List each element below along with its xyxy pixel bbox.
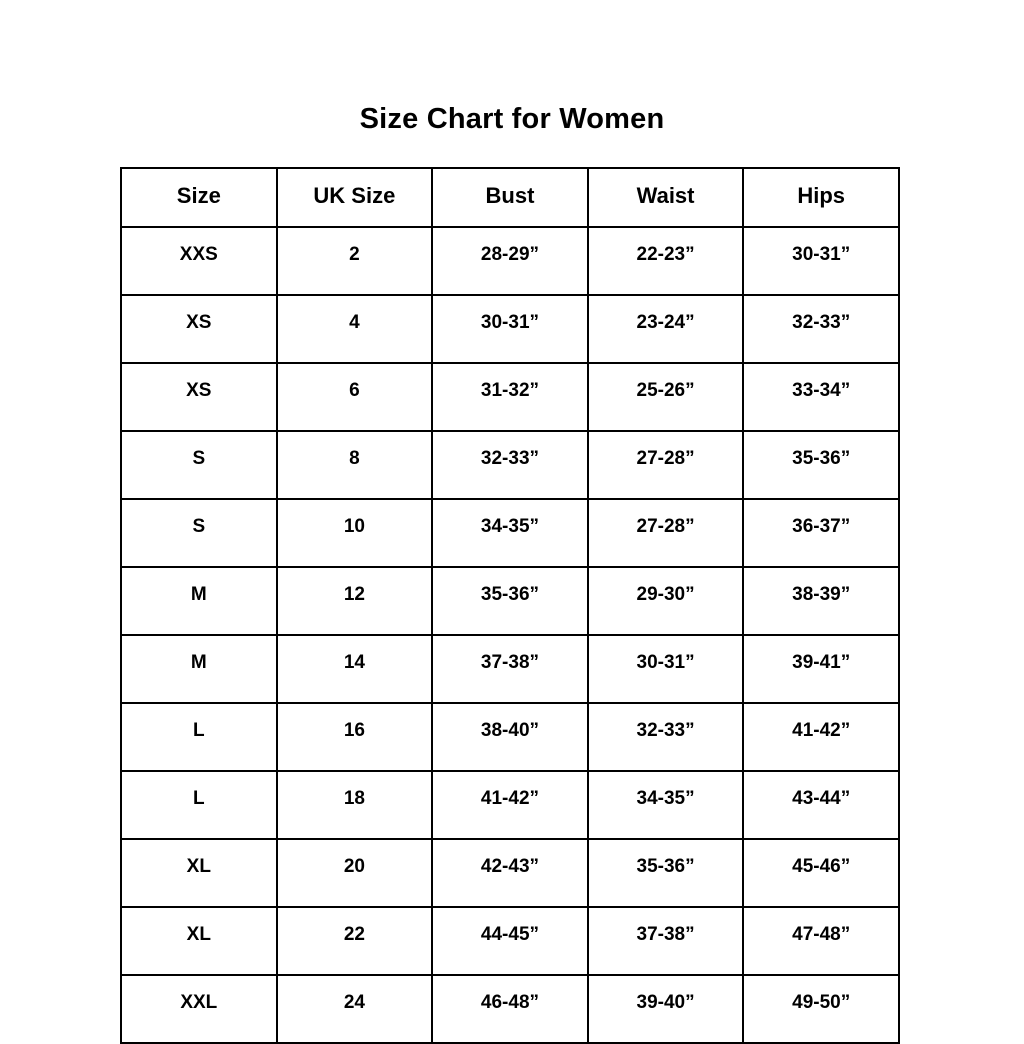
table-row xyxy=(121,907,899,975)
cell-size: XL xyxy=(121,907,277,975)
cell-size: S xyxy=(121,431,277,499)
cell-hips: 38-39” xyxy=(743,567,899,635)
cell-hips: 30-31” xyxy=(743,227,899,295)
cell-hips: 36-37” xyxy=(743,499,899,567)
cell-hips: 32-33” xyxy=(743,295,899,363)
cell-bust: 42-43” xyxy=(432,839,588,907)
size-chart-header xyxy=(121,168,899,227)
cell-hips: 45-46” xyxy=(743,839,899,907)
cell-waist: 27-28” xyxy=(588,499,744,567)
cell-size: L xyxy=(121,703,277,771)
column-header-uk-size: UK Size xyxy=(277,168,433,227)
cell-size: L xyxy=(121,771,277,839)
table-row xyxy=(121,635,899,703)
table-row xyxy=(121,431,899,499)
cell-size: XXL xyxy=(121,975,277,1043)
cell-size: XL xyxy=(121,839,277,907)
cell-uk-size: 12 xyxy=(277,567,433,635)
cell-waist: 29-30” xyxy=(588,567,744,635)
cell-uk-size: 16 xyxy=(277,703,433,771)
cell-size: XXS xyxy=(121,227,277,295)
cell-bust: 37-38” xyxy=(432,635,588,703)
size-chart-body xyxy=(121,227,899,1043)
cell-bust: 46-48” xyxy=(432,975,588,1043)
table-row xyxy=(121,771,899,839)
cell-waist: 34-35” xyxy=(588,771,744,839)
cell-uk-size: 24 xyxy=(277,975,433,1043)
cell-hips: 33-34” xyxy=(743,363,899,431)
cell-uk-size: 18 xyxy=(277,771,433,839)
table-row xyxy=(121,499,899,567)
cell-bust: 30-31” xyxy=(432,295,588,363)
cell-bust: 44-45” xyxy=(432,907,588,975)
cell-size: XS xyxy=(121,295,277,363)
table-row xyxy=(121,703,899,771)
cell-waist: 35-36” xyxy=(588,839,744,907)
cell-hips: 39-41” xyxy=(743,635,899,703)
cell-waist: 27-28” xyxy=(588,431,744,499)
table-row xyxy=(121,567,899,635)
cell-waist: 25-26” xyxy=(588,363,744,431)
cell-size: S xyxy=(121,499,277,567)
column-header-size: Size xyxy=(121,168,277,227)
column-header-bust: Bust xyxy=(432,168,588,227)
cell-bust: 32-33” xyxy=(432,431,588,499)
column-header-waist: Waist xyxy=(588,168,744,227)
cell-size: M xyxy=(121,567,277,635)
cell-waist: 39-40” xyxy=(588,975,744,1043)
table-row xyxy=(121,839,899,907)
cell-bust: 41-42” xyxy=(432,771,588,839)
header-row xyxy=(121,168,899,227)
cell-uk-size: 6 xyxy=(277,363,433,431)
column-header-hips: Hips xyxy=(743,168,899,227)
cell-bust: 28-29” xyxy=(432,227,588,295)
cell-waist: 30-31” xyxy=(588,635,744,703)
cell-uk-size: 14 xyxy=(277,635,433,703)
cell-uk-size: 2 xyxy=(277,227,433,295)
cell-hips: 49-50” xyxy=(743,975,899,1043)
table-row xyxy=(121,295,899,363)
cell-waist: 32-33” xyxy=(588,703,744,771)
cell-bust: 34-35” xyxy=(432,499,588,567)
cell-size: M xyxy=(121,635,277,703)
table-row xyxy=(121,363,899,431)
cell-waist: 23-24” xyxy=(588,295,744,363)
cell-hips: 35-36” xyxy=(743,431,899,499)
table-row xyxy=(121,227,899,295)
table-row xyxy=(121,975,899,1043)
cell-waist: 37-38” xyxy=(588,907,744,975)
size-chart-table xyxy=(120,167,900,1044)
cell-hips: 47-48” xyxy=(743,907,899,975)
cell-hips: 41-42” xyxy=(743,703,899,771)
cell-bust: 35-36” xyxy=(432,567,588,635)
cell-hips: 43-44” xyxy=(743,771,899,839)
cell-bust: 38-40” xyxy=(432,703,588,771)
cell-uk-size: 8 xyxy=(277,431,433,499)
cell-uk-size: 4 xyxy=(277,295,433,363)
cell-size: XS xyxy=(121,363,277,431)
cell-uk-size: 22 xyxy=(277,907,433,975)
cell-uk-size: 20 xyxy=(277,839,433,907)
cell-waist: 22-23” xyxy=(588,227,744,295)
cell-bust: 31-32” xyxy=(432,363,588,431)
cell-uk-size: 10 xyxy=(277,499,433,567)
page-title: Size Chart for Women xyxy=(359,103,665,135)
